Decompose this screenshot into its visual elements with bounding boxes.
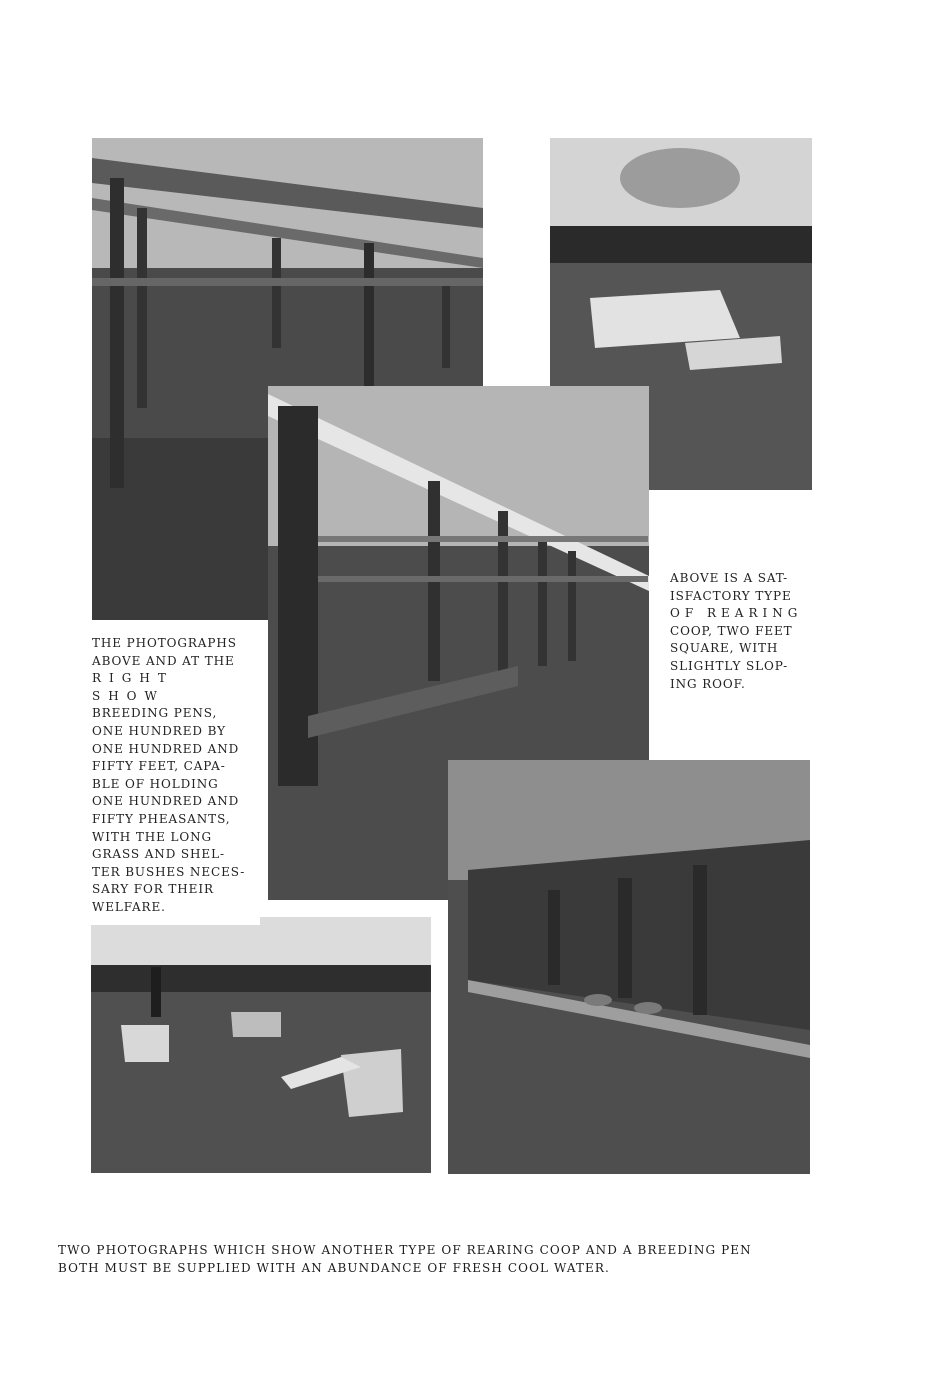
caption-line: GRASS AND SHEL-: [92, 847, 225, 862]
caption-line: FIFTY FEET, CAPA-: [92, 759, 226, 774]
bottom-caption-line: BOTH MUST BE SUPPLIED WITH AN ABUNDANCE OF FRESH COOL WATER.: [58, 1261, 610, 1275]
caption-line: TER BUSHES NECES-: [92, 864, 246, 879]
fence-water-illustration: [448, 760, 810, 1174]
left-caption: [88, 632, 260, 925]
caption-line: COOP, TWO FEET: [670, 623, 793, 638]
caption-line: ONE HUNDRED BY: [92, 723, 226, 738]
caption-line: SARY FOR THEIR: [92, 882, 214, 897]
caption-line: BREEDING PENS,: [92, 706, 218, 721]
caption-line: RIGHT SHOW: [92, 671, 174, 703]
photo-man-with-coops: [91, 917, 431, 1173]
caption-line: SLIGHTLY SLOP-: [670, 658, 789, 673]
bottom-caption: [58, 1241, 858, 1277]
caption-line: ONE HUNDRED AND: [92, 794, 240, 809]
caption-line: SQUARE, WITH: [670, 641, 779, 656]
caption-line: THE PHOTOGRAPHS: [92, 636, 237, 650]
caption-line: FIFTY PHEASANTS,: [92, 811, 231, 826]
right-caption: [670, 570, 814, 693]
caption-line: OF REARING: [670, 606, 803, 621]
caption-line: ABOVE AND AT THE: [92, 653, 235, 668]
caption-line: WITH THE LONG: [92, 829, 212, 844]
caption-line: BLE OF HOLDING: [92, 776, 219, 791]
bottom-caption-line: TWO PHOTOGRAPHS WHICH SHOW ANOTHER TYPE OF REARING COOP AND A BREEDING PEN: [58, 1243, 752, 1257]
man-coops-illustration: [91, 917, 431, 1173]
caption-line: ONE HUNDRED AND: [92, 741, 240, 756]
caption-line: ISFACTORY TYPE: [670, 588, 792, 603]
caption-line: WELFARE.: [92, 899, 166, 914]
caption-line: ING ROOF.: [670, 676, 746, 691]
caption-line: ABOVE IS A SAT-: [670, 571, 789, 585]
photo-pheasants-fence-water: [448, 760, 810, 1174]
